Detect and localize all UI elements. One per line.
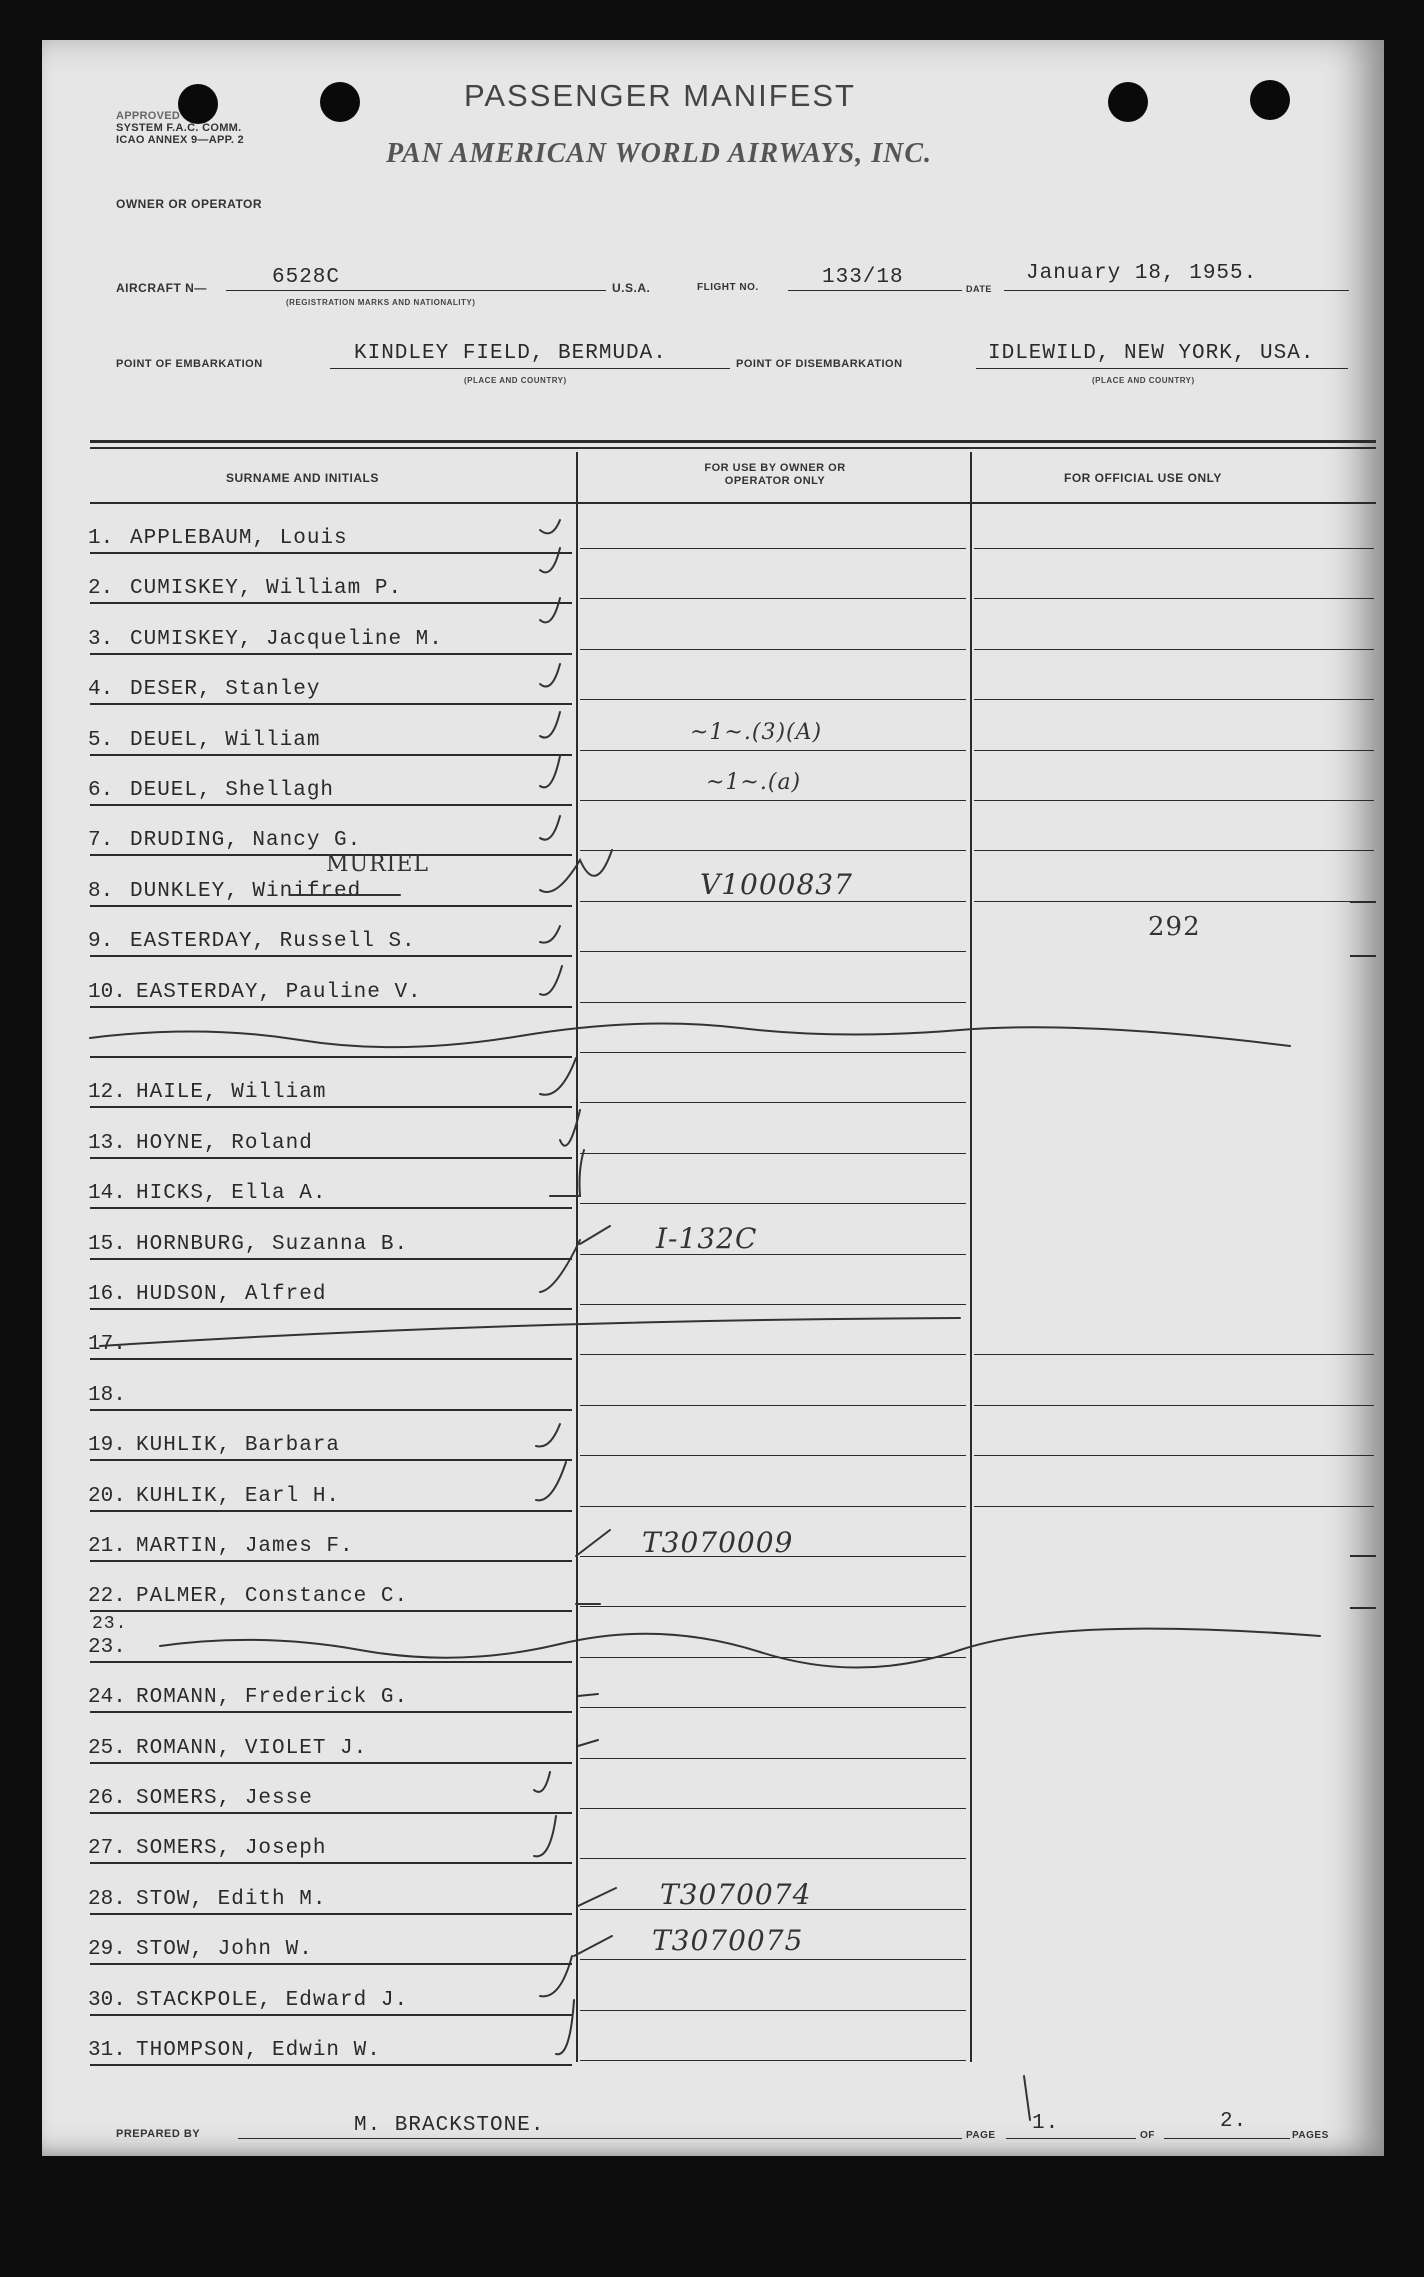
passenger-number: 15. [88, 1232, 126, 1256]
passenger-number: 3. [88, 627, 114, 651]
passenger-name: CUMISKEY, William P. [130, 577, 403, 601]
disembarkation-caption: (PLACE AND COUNTRY) [1092, 376, 1195, 385]
check-mark [540, 1956, 572, 1996]
date-value: January 18, 1955. [1026, 262, 1258, 285]
strike-wave-row-23 [160, 1629, 1320, 1668]
passenger-number: 8. [88, 879, 114, 903]
passenger-number: 16. [88, 1283, 126, 1306]
passenger-number: 20. [88, 1484, 126, 1508]
handwritten-deuel-william: ~1~.(3)(A) [690, 720, 823, 745]
check-mark [540, 712, 560, 738]
owner-label: OWNER OR OPERATOR [116, 197, 263, 211]
passenger-name: THOMPSON, Edwin W. [136, 2039, 381, 2062]
handwritten-hornburg: I-132C [656, 1222, 758, 1255]
passenger-number: 26. [88, 1787, 126, 1810]
check-mark [556, 2000, 574, 2054]
date-label: DATE [966, 284, 992, 294]
aircraft-value: 6528C [272, 266, 341, 289]
passenger-number: 7. [88, 829, 114, 853]
check-mark [540, 664, 560, 687]
passenger-name: STOW, Edith M. [136, 1887, 327, 1911]
pages-underline [1164, 2138, 1290, 2139]
extra-row-number: 23. [92, 1614, 128, 1634]
page-label: PAGE [966, 2130, 996, 2141]
embarkation-value: KINDLEY FIELD, BERMUDA. [354, 342, 667, 365]
passenger-number: 22. [88, 1585, 126, 1609]
passenger-number: 23. [88, 1635, 126, 1659]
passenger-name: APPLEBAUM, Louis [130, 527, 348, 550]
page-number-stroke [1024, 2076, 1030, 2120]
passenger-number: 12. [88, 1081, 126, 1105]
passenger-number: 6. [88, 779, 114, 802]
check-mark [550, 1150, 584, 1196]
check-mark [536, 1424, 560, 1447]
passenger-number: 9. [88, 930, 114, 954]
passenger-number: 17. [88, 1333, 126, 1357]
passenger-name: HORNBURG, Suzanna B. [136, 1232, 409, 1256]
check-mark [540, 816, 560, 840]
strike-wave-row-11 [90, 1024, 1290, 1048]
passenger-number: 14. [88, 1182, 126, 1206]
check-mark [540, 1058, 576, 1095]
check-mark [534, 1816, 556, 1856]
passenger-number: 24. [88, 1686, 126, 1710]
passenger-number: 10. [88, 980, 126, 1004]
passenger-name: KUHLIK, Earl H. [136, 1484, 341, 1508]
passenger-number: 28. [88, 1887, 126, 1911]
passenger-number: 5. [88, 728, 114, 752]
check-mark [578, 1694, 598, 1696]
flight-label: FLIGHT NO. [697, 282, 759, 293]
passenger-name: MARTIN, James F. [136, 1535, 354, 1558]
page-title: PASSENGER MANIFEST [464, 78, 856, 113]
passenger-number: 19. [88, 1434, 126, 1458]
check-mark [540, 1240, 580, 1292]
check-mark [580, 1226, 610, 1244]
handwritten-deuel-shellagh: ~1~.(a) [706, 770, 802, 795]
registration-caption: (REGISTRATION MARKS AND NATIONALITY) [286, 298, 476, 307]
handwritten-dunkley: V1000837 [700, 868, 853, 901]
handwritten-easterday: 292 [1148, 912, 1201, 942]
of-label: OF [1140, 2130, 1155, 2141]
handwritten-stow-edith: T3070074 [660, 1878, 812, 1911]
check-mark [540, 966, 562, 995]
passenger-name: EASTERDAY, Russell S. [130, 930, 416, 954]
passenger-name: STOW, John W. [136, 1938, 313, 1962]
approval-line-1: APPROVED [116, 110, 181, 122]
check-mark [540, 926, 560, 943]
column-header-owner: FOR USE BY OWNER OR OPERATOR ONLY [704, 462, 846, 487]
passenger-number: 4. [88, 678, 114, 702]
check-mark [578, 1740, 598, 1746]
passenger-name: HOYNE, Roland [136, 1131, 313, 1155]
passenger-number: 2. [88, 577, 114, 601]
passenger-name: HAILE, William [136, 1081, 327, 1105]
passenger-number: 30. [88, 1988, 126, 2012]
passenger-name: PALMER, Constance C. [136, 1585, 409, 1609]
passenger-name: DEUEL, William [130, 728, 321, 752]
passenger-number: 18. [88, 1383, 126, 1407]
check-mark [578, 1888, 616, 1906]
check-mark [540, 520, 560, 533]
prepared-label: PREPARED BY [116, 2128, 201, 2140]
passenger-name: HICKS, Ella A. [136, 1182, 327, 1206]
handwritten-martin: T3070009 [642, 1526, 794, 1559]
check-mark [540, 548, 560, 572]
passenger-number: 1. [88, 527, 114, 550]
passenger-number: 27. [88, 1837, 126, 1861]
passenger-name: SOMERS, Joseph [136, 1837, 327, 1861]
passenger-name: DRUDING, Nancy G. [130, 829, 362, 853]
prepared-by-value: M. BRACKSTONE. [354, 2114, 545, 2137]
handwritten-stow-john: T3070075 [652, 1924, 804, 1957]
check-mark [540, 756, 560, 787]
column-header-official: FOR OFFICIAL USE ONLY [1064, 471, 1222, 485]
passenger-number: 25. [88, 1736, 126, 1760]
check-mark [540, 850, 612, 892]
handwritten-muriel: MURIEL [326, 852, 429, 877]
check-mark [560, 1110, 580, 1146]
strike-wave-row-17 [100, 1318, 960, 1346]
passenger-name: STACKPOLE, Edward J. [136, 1988, 409, 2012]
passenger-name: ROMANN, Frederick G. [136, 1686, 409, 1710]
company-name: PAN AMERICAN WORLD AIRWAYS, INC. [386, 138, 933, 169]
aircraft-label: AIRCRAFT N— [116, 281, 207, 295]
page-underline [1006, 2138, 1136, 2139]
passenger-name: DUNKLEY, Winifred [130, 879, 362, 903]
embarkation-caption: (PLACE AND COUNTRY) [464, 376, 567, 385]
passenger-number: 21. [88, 1535, 126, 1558]
passenger-number: 29. [88, 1938, 126, 1962]
pages-label: PAGES [1292, 2130, 1329, 2141]
prepared-underline [238, 2138, 962, 2139]
passenger-name: CUMISKEY, Jacqueline M. [130, 627, 443, 651]
passenger-name: EASTERDAY, Pauline V. [136, 980, 422, 1004]
passenger-number: 31. [88, 2039, 126, 2062]
check-mark [576, 1530, 610, 1556]
passenger-name: HUDSON, Alfred [136, 1283, 327, 1306]
passenger-name: DESER, Stanley [130, 678, 321, 702]
approval-line-3: ICAO ANNEX 9—APP. 2 [116, 134, 244, 146]
pages-value: 2. [1220, 2110, 1248, 2133]
passenger-name: ROMANN, VIOLET J. [136, 1736, 368, 1760]
check-mark [534, 1772, 550, 1792]
passenger-name: KUHLIK, Barbara [136, 1434, 341, 1458]
check-mark [574, 1936, 612, 1956]
passenger-name: DEUEL, Shellagh [130, 779, 335, 802]
usa-label: U.S.A. [612, 281, 651, 295]
column-header-surname: SURNAME AND INITIALS [226, 471, 379, 485]
disembarkation-value: IDLEWILD, NEW YORK, USA. [988, 342, 1315, 365]
passenger-number: 13. [88, 1131, 126, 1155]
page-value: 1. [1032, 2112, 1060, 2135]
approval-line-2: SYSTEM F.A.C. COMM. [116, 122, 242, 134]
check-mark [540, 598, 560, 622]
disembarkation-label: POINT OF DISEMBARKATION [736, 358, 903, 370]
embarkation-label: POINT OF EMBARKATION [116, 358, 263, 370]
flight-value: 133/18 [822, 266, 904, 289]
passenger-name: SOMERS, Jesse [136, 1787, 313, 1810]
check-mark [536, 1462, 566, 1500]
